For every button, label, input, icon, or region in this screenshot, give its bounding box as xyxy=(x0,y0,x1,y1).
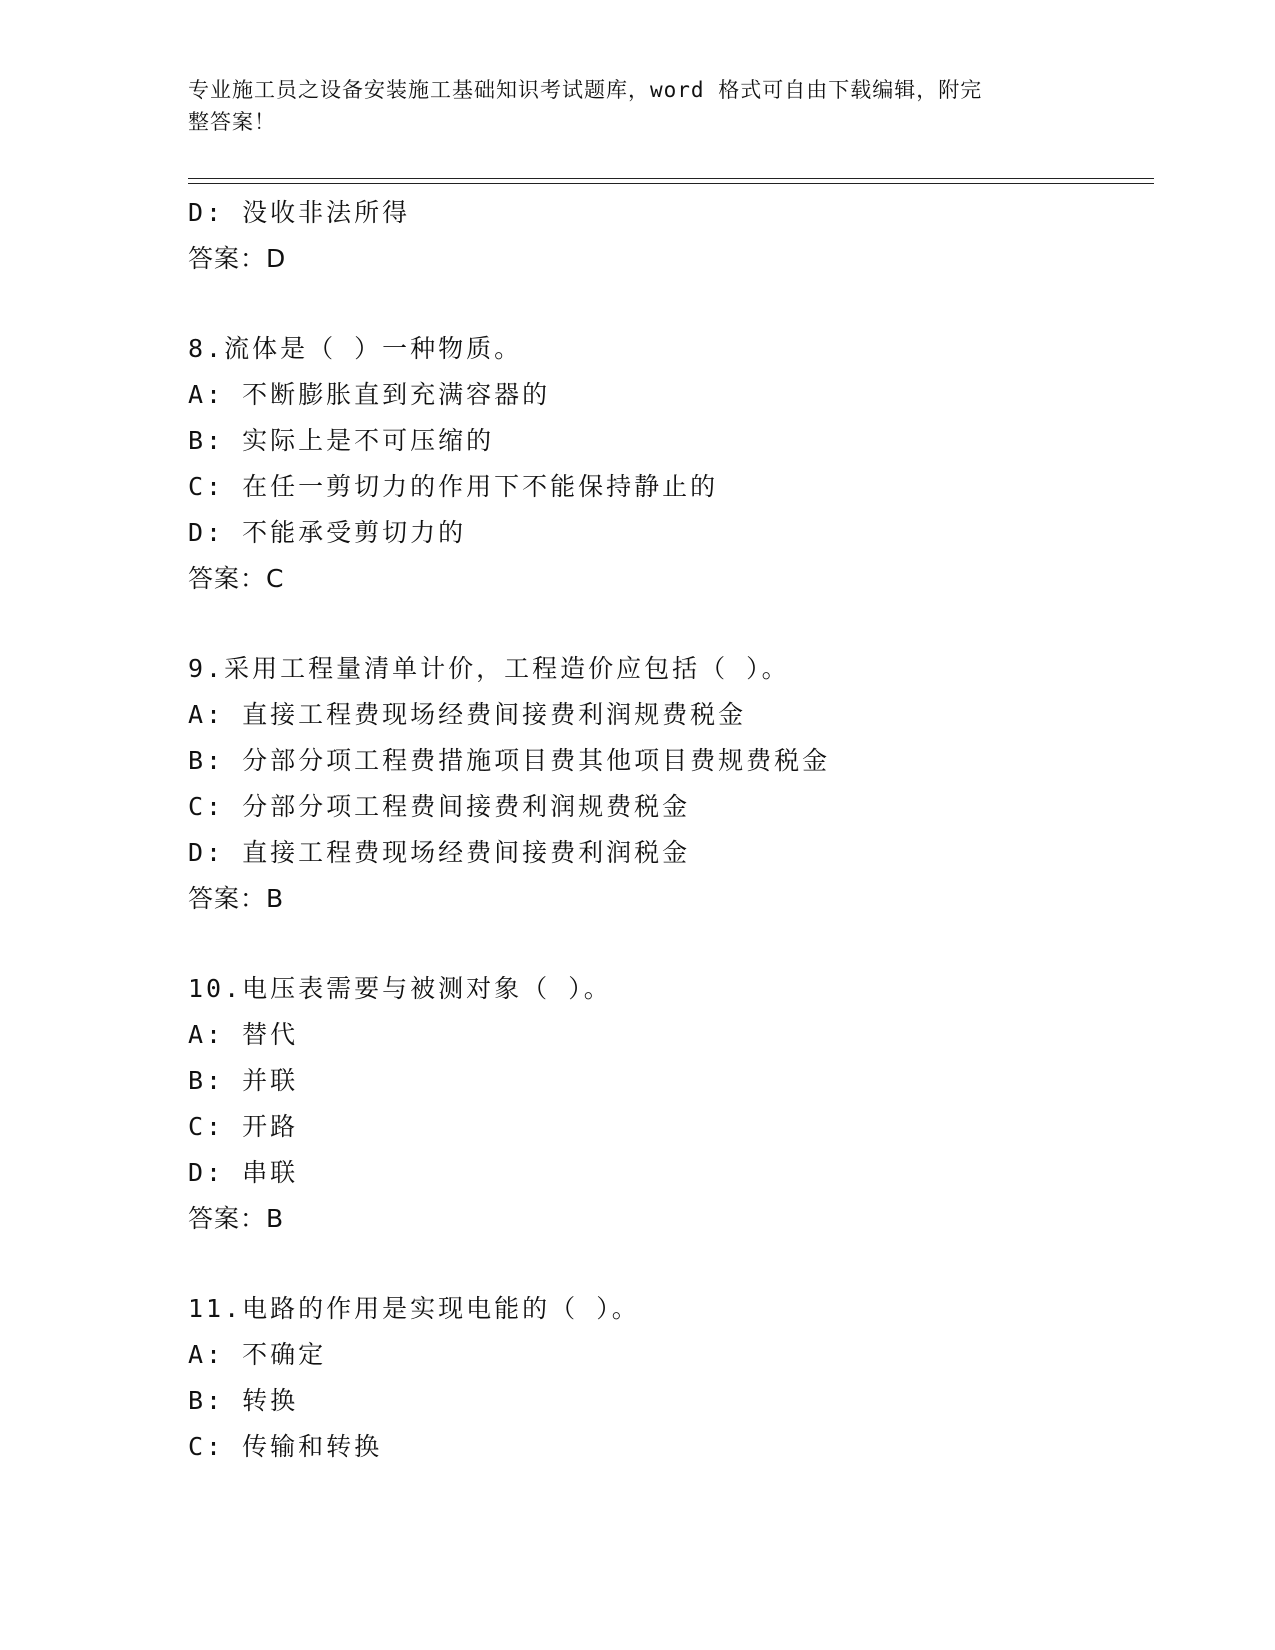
option-b: B: 并联 xyxy=(188,1066,299,1095)
answer-line: 答案：B xyxy=(188,884,285,913)
option-a: A: 直接工程费现场经费间接费利润规费税金 xyxy=(188,700,747,729)
option-d: D: 不能承受剪切力的 xyxy=(188,518,467,547)
answer-line: 答案：C xyxy=(188,564,285,593)
option-a: A: 不断膨胀直到充满容器的 xyxy=(188,380,551,409)
header-divider-top xyxy=(188,178,1154,179)
header-note xyxy=(188,74,1068,138)
option-b: B: 分部分项工程费措施项目费其他项目费规费税金 xyxy=(188,746,831,775)
option-c: C: 在任一剪切力的作用下不能保持静止的 xyxy=(188,472,719,501)
option-d: D: 串联 xyxy=(188,1158,299,1187)
question-stem: 11.电路的作用是实现电能的（ ）。 xyxy=(188,1294,640,1323)
option-d: D: 没收非法所得 xyxy=(188,198,411,227)
option-a: A: 不确定 xyxy=(188,1340,327,1369)
question-stem: 10.电压表需要与被测对象（ ）。 xyxy=(188,974,612,1003)
option-d: D: 直接工程费现场经费间接费利润税金 xyxy=(188,838,691,867)
option-a: A: 替代 xyxy=(188,1020,299,1049)
spacer xyxy=(188,922,1154,966)
question-list xyxy=(188,190,1154,1470)
spacer xyxy=(188,1242,1154,1286)
answer-line: 答案：D xyxy=(188,244,287,273)
question-10 xyxy=(188,966,1154,1242)
question-11 xyxy=(188,1286,1154,1470)
question-9 xyxy=(188,646,1154,922)
option-c: C: 分部分项工程费间接费利润规费税金 xyxy=(188,792,691,821)
spacer xyxy=(188,602,1154,646)
question-stem: 8.流体是（ ）一种物质。 xyxy=(188,334,523,363)
option-b: B: 转换 xyxy=(188,1386,299,1415)
answer-line: 答案：B xyxy=(188,1204,285,1233)
header-line-1: 专业施工员之设备安装施工基础知识考试题库，word 格式可自由下载编辑，附完 xyxy=(188,78,983,102)
question-8 xyxy=(188,326,1154,602)
option-b: B: 实际上是不可压缩的 xyxy=(188,426,495,455)
header-divider-bottom xyxy=(188,183,1154,184)
option-c: C: 传输和转换 xyxy=(188,1432,383,1461)
header-line-2: 整答案！ xyxy=(188,110,276,134)
option-c: C: 开路 xyxy=(188,1112,299,1141)
question-stem: 9.采用工程量清单计价，工程造价应包括（ ）。 xyxy=(188,654,790,683)
spacer xyxy=(188,282,1154,326)
